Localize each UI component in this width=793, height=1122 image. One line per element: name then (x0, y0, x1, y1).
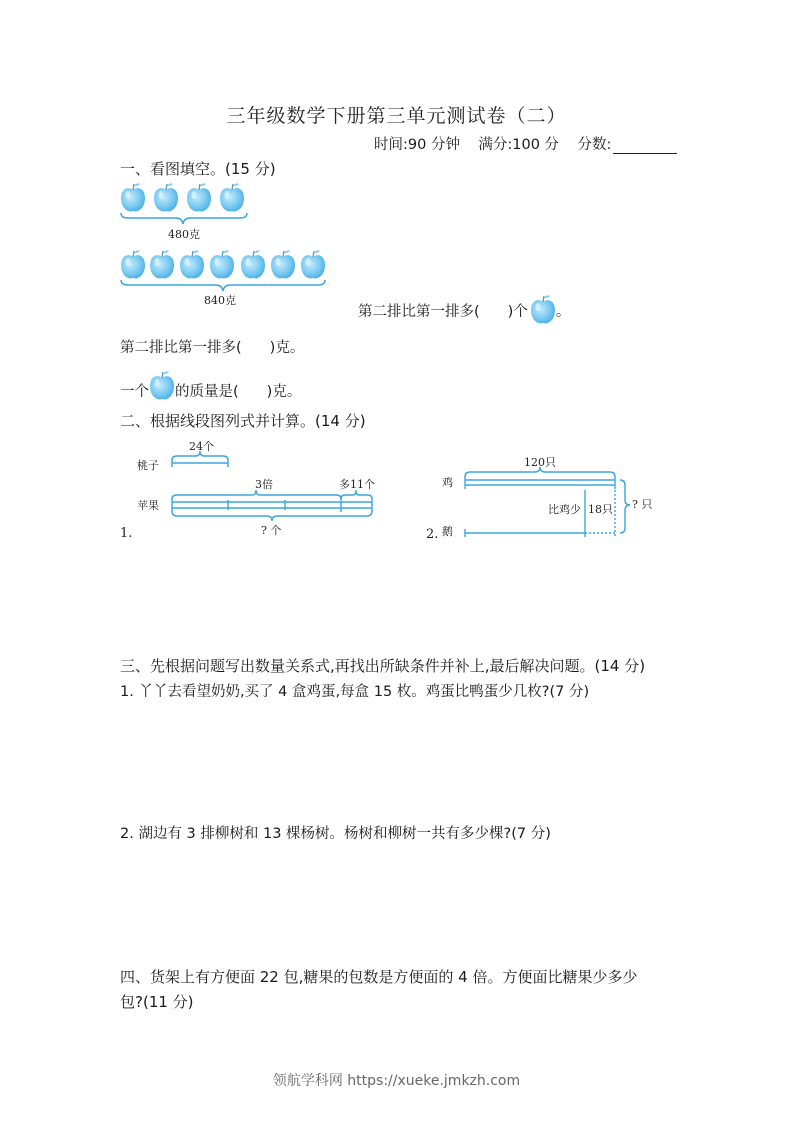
apple-icon (240, 249, 266, 281)
full-score-info: 满分:100 分 (478, 137, 560, 153)
label-chicken: 鸡 (442, 476, 453, 489)
apple-icon (149, 249, 175, 281)
brace-row-2 (118, 279, 330, 293)
apple-icon (219, 182, 245, 214)
section-3-problem-2: 2. 湖边有 3 排柳树和 13 棵杨树。杨树和柳树一共有多少棵?(7 分) (120, 826, 551, 842)
apple-icon (179, 249, 205, 281)
q1-2-text-b: )克。 (269, 340, 305, 356)
diagram-1-number: 1. (120, 526, 133, 541)
q1-1-text-a: 第二排比第一排多( (358, 304, 480, 320)
apple-icon (270, 249, 296, 281)
page-title: 三年级数学下册第三单元测试卷（二） (226, 105, 567, 127)
label-goose: 鹅 (442, 525, 453, 538)
q1-3-text-a: 一个 (120, 384, 149, 400)
q1-1-text-c: 。 (555, 304, 571, 320)
q1-3-text-b: 的质量是( (175, 384, 239, 400)
label-24: 24个 (189, 440, 214, 453)
section-3-heading: 三、先根据问题写出数量关系式,再找出所缺条件并补上,最后解决问题。(14 分) (120, 657, 646, 675)
exam-info (374, 133, 677, 154)
section-4-line-2: 包?(11 分) (120, 993, 194, 1011)
label-question-2: ? 只 (632, 498, 653, 511)
time-info: 时间:90 分钟 (374, 137, 460, 153)
diagram-2-number: 2. (426, 527, 439, 542)
label-apple: 苹果 (137, 499, 159, 512)
score-blank[interactable] (613, 153, 677, 154)
apple-icon (153, 182, 179, 214)
label-times: 3倍 (255, 478, 273, 491)
apple-icon (186, 182, 212, 214)
score-label: 分数: (577, 137, 612, 153)
q1-2-text-a: 第二排比第一排多( (120, 340, 242, 356)
label-question-1: ? 个 (261, 524, 282, 537)
row-1-weight: 480克 (168, 228, 200, 241)
apple-icon (209, 249, 235, 281)
apple-icon (120, 182, 146, 214)
apple-icon (120, 249, 146, 281)
footer-watermark: 领航学科网 https://xueke.jmkzh.com (272, 1073, 521, 1089)
row-2-weight: 840克 (204, 294, 236, 307)
label-less: 比鸡少 (548, 503, 581, 516)
q1-3-text-c: )克。 (266, 384, 302, 400)
label-more: 多11个 (339, 478, 375, 491)
apple-icon (530, 294, 556, 326)
question-1-3 (120, 370, 301, 402)
section-1-heading: 一、看图填空。(15 分) (120, 160, 276, 178)
apple-icon (300, 249, 326, 281)
label-peach: 桃子 (137, 459, 159, 472)
section-3-problem-1: 1. 丫丫去看望奶奶,买了 4 盒鸡蛋,每盒 15 枚。鸡蛋比鸭蛋少几枚?(7 分) (120, 684, 590, 700)
question-1-2 (120, 336, 304, 357)
segment-diagram-1 (115, 435, 385, 545)
label-120: 120只 (524, 456, 556, 469)
label-18: 18只 (588, 503, 613, 516)
section-4-line-1: 四、货架上有方便面 22 包,糖果的包数是方便面的 4 倍。方便面比糖果少多少 (120, 968, 638, 986)
apple-icon (149, 370, 175, 402)
segment-diagram-2 (420, 450, 670, 545)
question-1-1 (358, 294, 570, 326)
brace-row-1 (118, 212, 250, 226)
section-2-heading: 二、根据线段图列式并计算。(14 分) (120, 412, 366, 430)
q1-1-text-b: )个 (507, 304, 528, 320)
